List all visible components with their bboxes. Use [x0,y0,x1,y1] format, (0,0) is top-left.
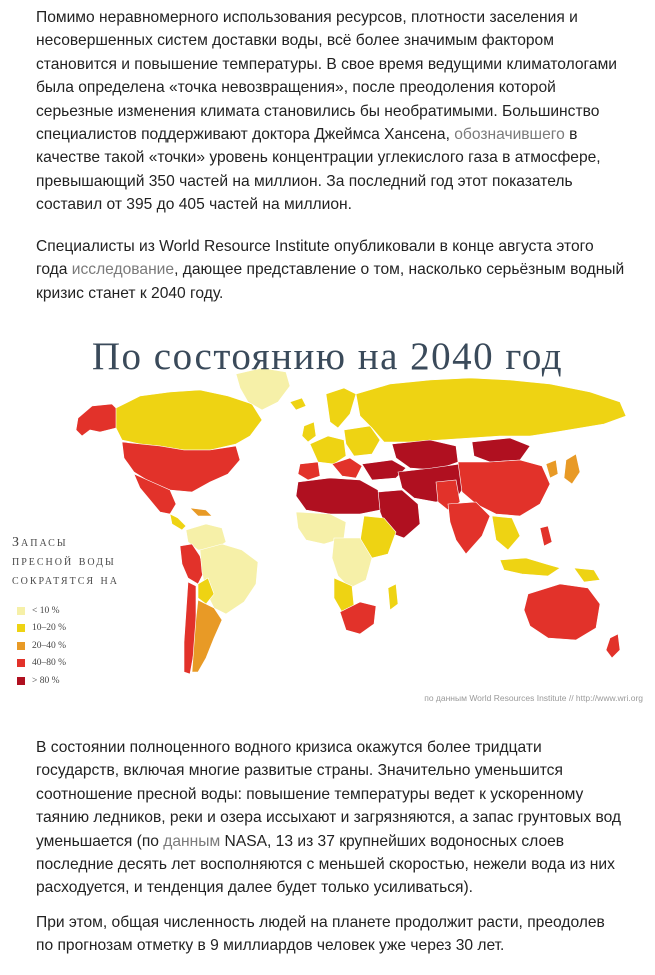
legend-swatch [17,642,25,650]
paragraph-crisis [36,736,626,900]
map-region-iberia [298,462,320,480]
map-region-papua [574,568,600,582]
paragraph-text: NASA, 13 из 37 крупнейших водоносных слоев последние десять лет восполняются с меньшей скоростью, нежели вода из них расходуется, и тенденция далее будет только усиливаться). [36,832,615,897]
paragraph-wri [36,235,626,305]
legend-label: 10–20 % [32,623,67,634]
map-region-iceland [290,398,306,410]
legend-item [17,655,66,673]
map-region-new-zealand [606,634,620,658]
map-region-argentina [192,600,222,672]
map-region-central-america [170,514,186,530]
paragraph-text: в качестве такой «точки» уровень концентрации углекислого газа в атмосфере, превышающий 350 частей на миллион. За последний год этот показатель составил от 395 до 405 частей на миллион. [36,126,601,214]
legend-item [17,637,66,655]
map-region-uk [302,422,316,442]
infographic-title: По состоянию на 2040 год [91,335,564,378]
paragraph-climate [36,6,626,217]
legend-swatch [17,677,25,685]
link-oboznachivshego[interactable]: обозначившего [454,126,565,144]
map-region-scandinavia [326,388,356,428]
map-region-brazil [200,544,258,614]
map-region-japan [564,454,580,484]
legend-item [17,620,66,638]
map-region-southeast-asia [492,516,520,550]
map-region-mongolia [472,438,530,462]
legend-swatch [17,624,25,632]
paragraph-text: Помимо неравномерного использования ресурсов, плотности заселения и несовершенных систем доставки воды, всё более значимым фактором становится и повышение температуры. В свое время ведущими климатологами была определена «точка невозвращения», после преодоления которой серьезные изменения климата становились бы необратимыми. Большинство специалистов поддерживают доктора Джеймса Хансена, [36,9,618,144]
legend-label: 40–80 % [32,658,67,669]
legend-title [12,533,152,590]
link-issledovanie[interactable]: исследование [71,261,175,279]
map-region-india [448,502,490,554]
legend-title-line: пресной воды [12,554,116,569]
map-region-russia [356,378,626,442]
legend-title-line: сократятся на [12,573,119,588]
legend-item [17,672,66,690]
paragraph-text: Специалисты из World Resource Institute опубликовали в конце августа этого года [36,238,594,279]
legend-label: 20–40 % [32,640,67,651]
paragraph-text: , дающее представление о том, насколько серьёзным водный кризис станет к 2040 году. [36,261,625,302]
map-region-philippines [540,526,552,546]
map-region-indonesia [500,558,560,576]
legend-swatch [17,659,25,667]
legend-label: < 10 % [32,605,60,616]
map-region-madagascar [388,584,398,610]
map-region-north-africa [296,478,380,514]
map-source-credit: по данным World Resources Institute // http://www.wri.org [424,693,643,703]
paragraph-text: При этом, общая численность людей на планете продолжит расти, преодолев по прогнозам отметку в 9 миллиардов человек уже через 30 лет. [36,914,605,955]
map-region-caribbean [190,508,212,516]
legend-swatch [17,607,25,615]
legend-label: > 80 % [32,675,60,686]
map-region-canada [116,390,262,450]
legend-title-line: Запасы [12,535,68,550]
legend [17,602,66,690]
water-stress-map-infographic [0,332,655,710]
map-region-korea [546,460,558,478]
paragraph-population [36,911,626,958]
map-region-australia [524,584,600,640]
paragraph-text: В состоянии полноценного водного кризиса окажутся более тридцати государств, включая многие развитые страны. Значительно уменьшится соотношение пресной воды: повышение температуры ведет к ускоренному таянию ледников, реки и озера иссыхают и загрязняются, а запас грунтовых вод уменьшается (по [36,739,622,850]
world-map [0,332,655,710]
legend-item [17,602,66,620]
map-region-alaska [76,404,120,436]
link-dannym[interactable]: данным [163,832,221,850]
map-region-west-europe [310,436,346,464]
